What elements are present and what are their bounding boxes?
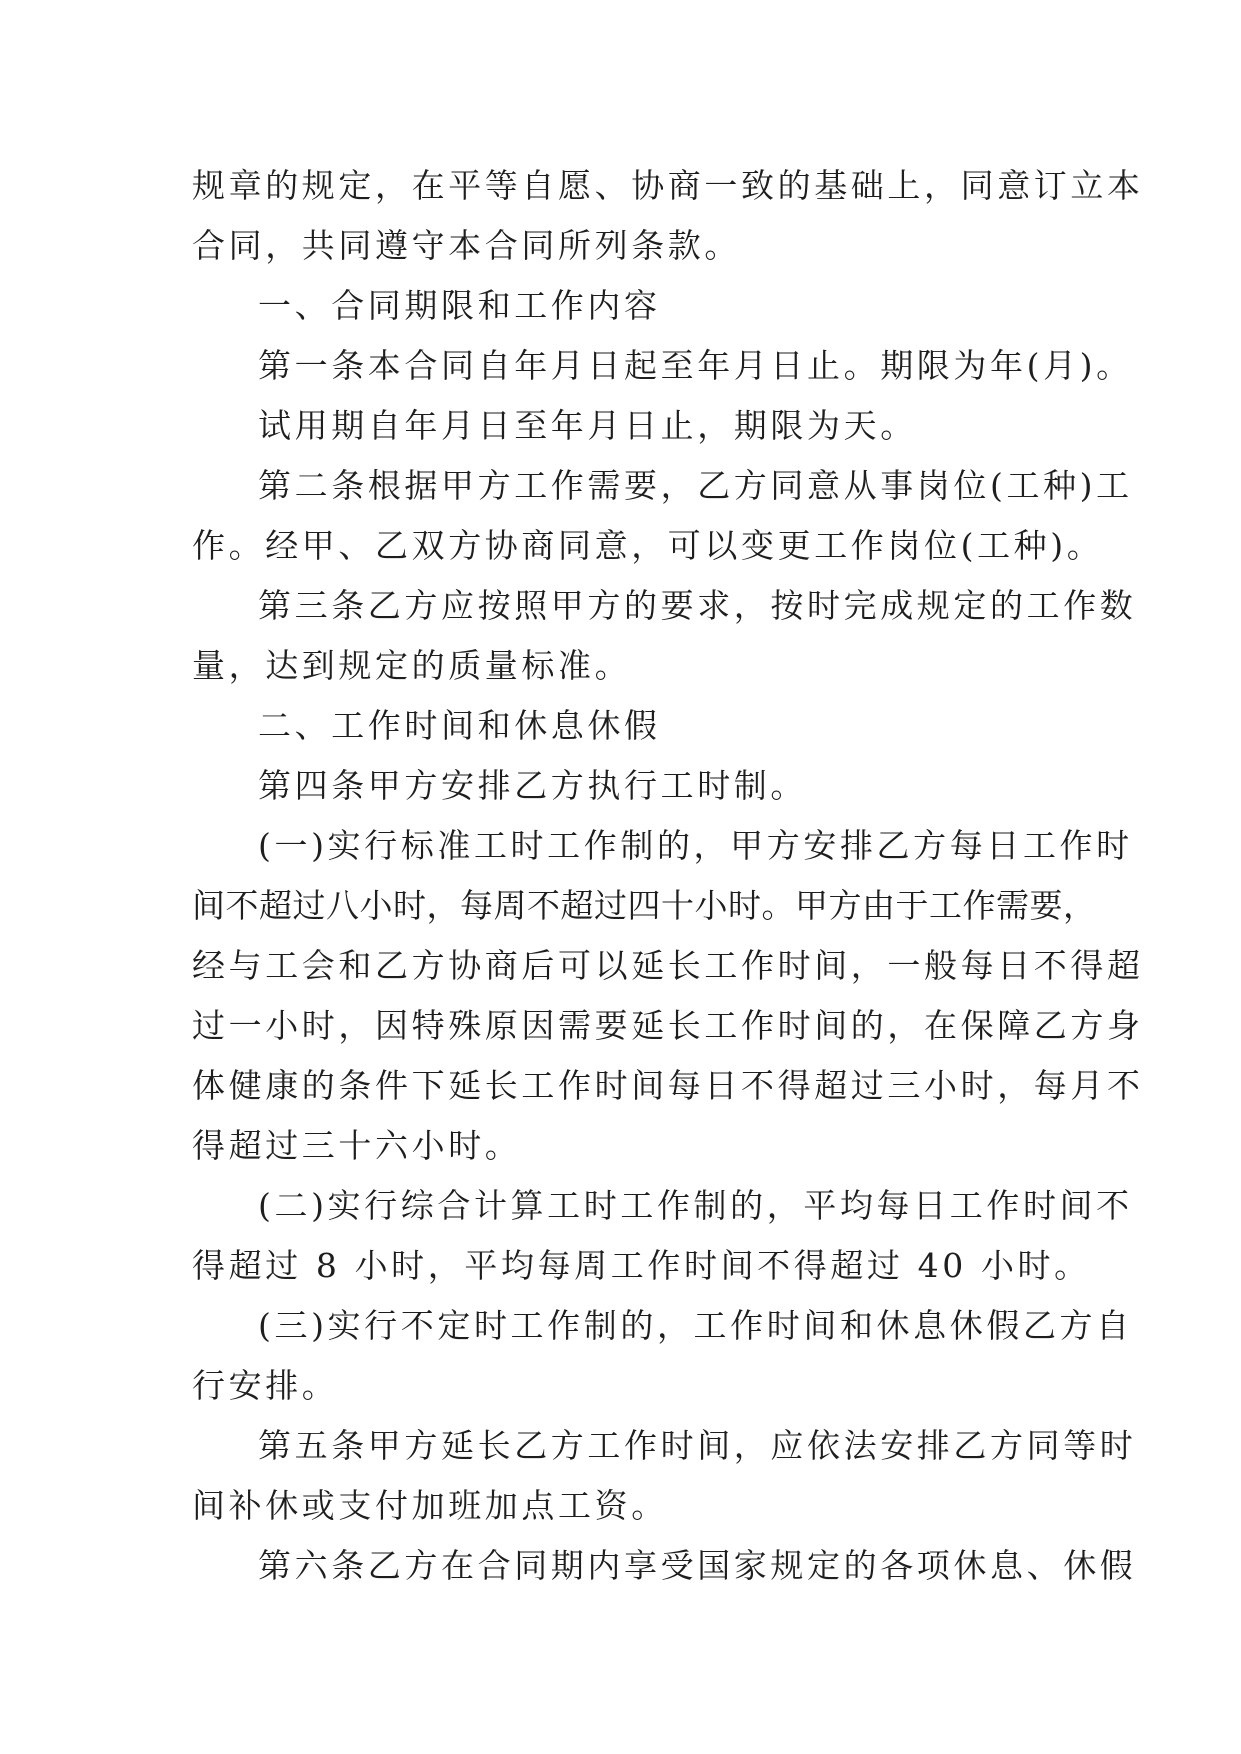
text-line: 经与工会和乙方协商后可以延长工作时间，一般每日不得超 <box>192 946 1144 985</box>
text-line: 规章的规定，在平等自愿、协商一致的基础上，同意订立本 <box>192 166 1144 205</box>
text-line: 得超过 8 小时，平均每周工作时间不得超过 40 小时。 <box>192 1246 1091 1285</box>
text-line: 间不超过八小时，每周不超过四十小时。甲方由于工作需要， <box>192 886 1097 925</box>
text-line: 量，达到规定的质量标准。 <box>192 646 632 685</box>
text-line: 间补休或支付加班加点工资。 <box>192 1486 668 1525</box>
text-line: 第一条本合同自年月日起至年月日止。期限为年(月)。 <box>258 346 1133 385</box>
text-line: 第三条乙方应按照甲方的要求，按时完成规定的工作数 <box>258 586 1137 625</box>
text-line: 过一小时，因特殊原因需要延长工作时间的，在保障乙方身 <box>192 1006 1144 1045</box>
text-line: 合同，共同遵守本合同所列条款。 <box>192 226 741 265</box>
text-line: 第五条甲方延长乙方工作时间，应依法安排乙方同等时 <box>258 1426 1137 1465</box>
section-heading: 二、工作时间和休息休假 <box>258 706 661 745</box>
text-line: 得超过三十六小时。 <box>192 1126 522 1165</box>
text-line: 第二条根据甲方工作需要，乙方同意从事岗位(工种)工 <box>258 466 1133 505</box>
text-line: (二)实行综合计算工时工作制的，平均每日工作时间不 <box>258 1186 1133 1225</box>
text-line: 试用期自年月日至年月日止，期限为天。 <box>258 406 917 445</box>
text-line: 行安排。 <box>192 1366 339 1405</box>
text-line: 第四条甲方安排乙方执行工时制。 <box>258 766 807 805</box>
text-line: 体健康的条件下延长工作时间每日不得超过三小时，每月不 <box>192 1066 1144 1105</box>
text-line: 第六条乙方在合同期内享受国家规定的各项休息、休假 <box>258 1546 1137 1585</box>
section-heading: 一、合同期限和工作内容 <box>258 286 661 325</box>
text-line: (一)实行标准工时工作制的，甲方安排乙方每日工作时 <box>258 826 1133 865</box>
text-line: (三)实行不定时工作制的，工作时间和休息休假乙方自 <box>258 1306 1133 1345</box>
text-line: 作。经甲、乙双方协商同意，可以变更工作岗位(工种)。 <box>192 526 1104 565</box>
